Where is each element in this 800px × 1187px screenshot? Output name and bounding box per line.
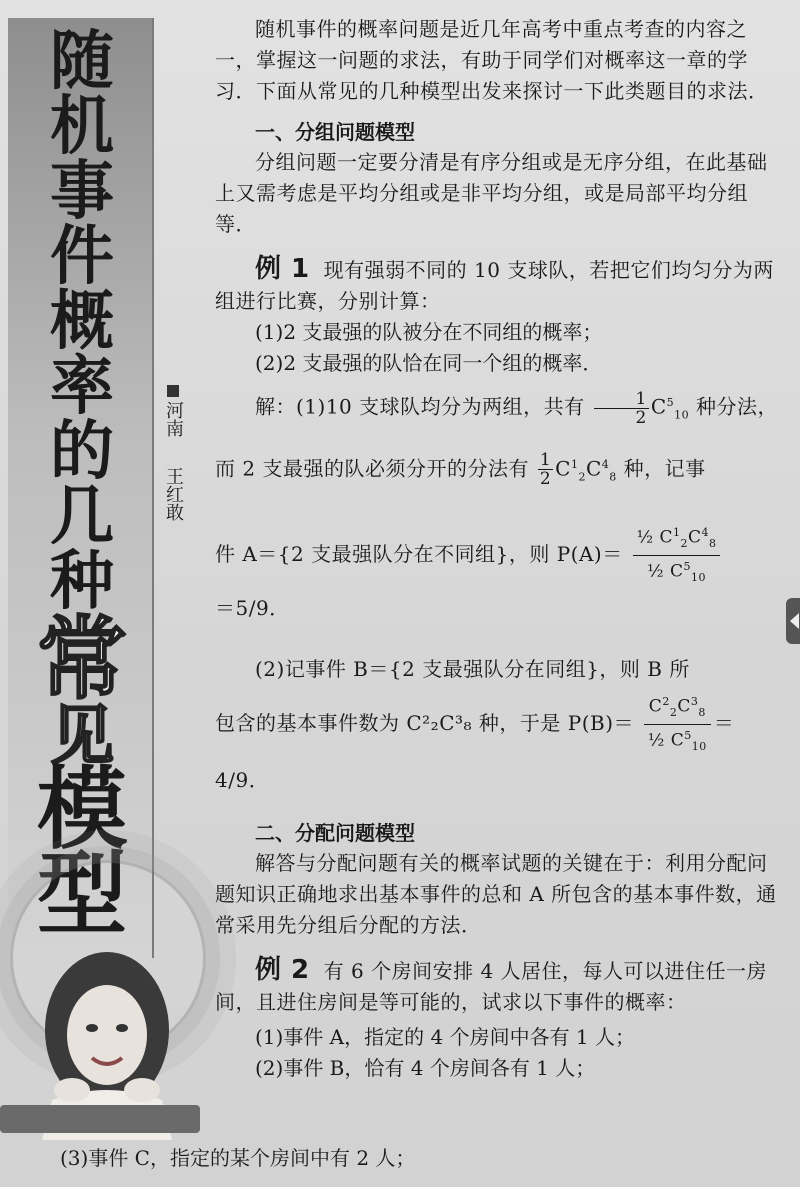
solution-line: 包含的基本事件数为 C²₂C³₈ 种，于是 P(B)＝ $\frac{C^2_2C^3_8}{\frac{1}{2} C^5_{10}}$ ＝ xyxy=(215,691,785,758)
solution-text: 种，记事 xyxy=(623,456,706,481)
title-char: 事 xyxy=(50,155,114,229)
result-a: ＝5/9． xyxy=(215,596,290,621)
solution-line: (2)记事件 B＝{2 支最强队分在同组}，则 B 所 xyxy=(255,657,690,682)
example2-label: 例 2 xyxy=(255,954,310,985)
page-edge-tab-icon xyxy=(786,598,800,644)
title-char: 见 xyxy=(50,700,114,774)
solution-text: 件 A＝{2 支最强队分在不同组}，则 P(A)＝ xyxy=(215,542,623,567)
solution-line: 解：(1)10 支球队均分为两组，共有 $\frac{1}{2}$ $C^5_{10}$ 种分法， xyxy=(255,388,778,428)
title-char: 种 xyxy=(50,545,114,619)
sidebar-decoration xyxy=(0,0,200,1187)
article-body xyxy=(215,14,785,1084)
title-char: 概 xyxy=(50,285,114,359)
example1-item: (1)2 支最强的队被分在不同组的概率； xyxy=(255,320,603,344)
section1-text: 分组问题一定要分清是有序分组或是无序分组，在此基础上又需考虑是平均分组或是非平均分组，或是局部平均分组等． xyxy=(215,150,768,236)
example2-text: 有 6 个房间安排 4 人居住，每人可以进住任一房间，且进住房间是等可能的，试求以下事件的概率： xyxy=(215,958,768,1014)
example1-label: 例 1 xyxy=(255,254,310,284)
title-char: 型 xyxy=(37,842,127,947)
fraction: $\frac{1}{2}$ xyxy=(594,390,649,427)
author-block xyxy=(160,385,186,521)
desk-decoration xyxy=(0,1105,200,1133)
solution-line: 而 2 支最强的队必须分开的分法有 $\frac{1}{2}$ $C^1_2C^4_8$ 种，记事 xyxy=(215,450,706,490)
solution-text: 种分法， xyxy=(696,394,778,419)
section1-heading: 一、分组问题模型 xyxy=(255,120,415,144)
fraction: $\frac{1}{2}$ xyxy=(539,450,552,490)
example1 xyxy=(215,254,785,317)
section2-text: 解答与分配问题有关的概率试题的关键在于：利用分配问题知识正确地求出基本事件的总和 A 所包含的基本事件数，通常采用先分组后分配的方法． xyxy=(215,850,777,937)
title-char: 几 xyxy=(50,480,114,554)
author-marker-icon xyxy=(167,385,179,397)
example2-item: (3)事件 C，指定的某个房间中有 2 人； xyxy=(60,1146,416,1170)
section2-heading: 二、分配问题模型 xyxy=(255,820,415,845)
title-char: 常 xyxy=(37,607,127,712)
title-char: 件 xyxy=(50,220,114,294)
intro-paragraph: 随机事件的概率问题是近几年高考中重点考查的内容之一，掌握这一问题的求法，有助于同学们对概率这一章的学习．下面从常见的几种模型出发来探讨一下此类题目的求法． xyxy=(215,17,769,103)
example1-text: 现有强弱不同的 10 支球队，若把它们均匀分为两组进行比赛，分别计算： xyxy=(215,258,774,313)
solution-text: 解：(1)10 支球队均分为两组，共有 xyxy=(255,394,585,419)
result-b: 4/9． xyxy=(215,767,270,792)
title-char: 随 xyxy=(50,25,114,99)
title-char: 模 xyxy=(37,757,127,862)
example1-item: (2)2 支最强的队恰在同一个组的概率． xyxy=(255,351,603,375)
author-region: 河南 xyxy=(163,401,184,437)
solution-text: 包含的基本事件数为 C²₂C³₈ 种，于是 P(B)＝ xyxy=(215,711,635,736)
title-char: 机 xyxy=(50,90,114,164)
example2-item: (1)事件 A，指定的 4 个房间中各有 1 人； xyxy=(255,1024,636,1049)
probability-fraction: $\frac{\frac{1}{2} C^1_2C^4_8}{\frac{1}{2} C^5_{10}}$ xyxy=(633,522,721,589)
example2 xyxy=(215,955,785,1018)
solution-text: 而 2 支最强的队必须分开的分法有 xyxy=(215,456,529,481)
solution-line xyxy=(215,522,785,589)
title-char: 的 xyxy=(50,415,114,489)
example2-item: (2)事件 B，恰有 4 个房间各有 1 人； xyxy=(255,1055,596,1080)
title-char: 率 xyxy=(50,350,114,424)
probability-fraction: $\frac{C^2_2C^3_8}{\frac{1}{2} C^5_{10}}$ xyxy=(644,691,711,758)
author-name: 王红敢 xyxy=(163,467,184,521)
